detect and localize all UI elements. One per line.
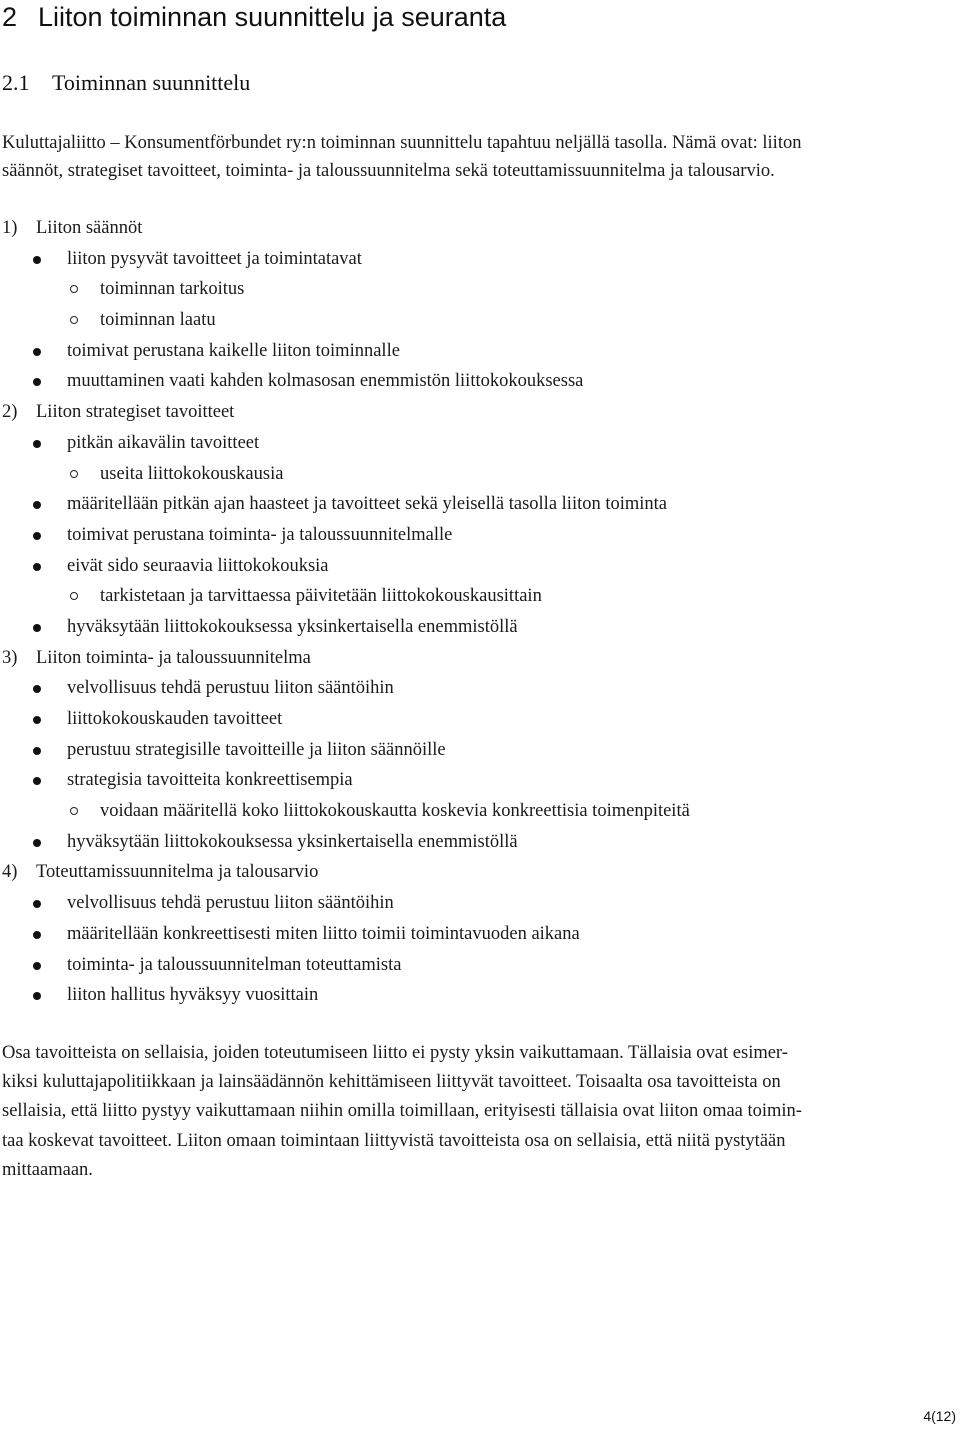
sub-bullet-item xyxy=(0,796,960,827)
bullet-icon xyxy=(33,900,41,908)
bullet-item xyxy=(0,366,960,397)
numbered-item xyxy=(0,857,960,888)
bullet-item xyxy=(0,735,960,766)
bullet-icon xyxy=(33,348,41,356)
bullet-icon xyxy=(33,563,41,571)
text-line: sellaisia, että liitto pystyy vaikuttamaan niihin omilla toimillaan, erityisesti tällaisia ovat liiton omaa toimin- xyxy=(2,1101,802,1122)
bullet-icon xyxy=(33,747,41,755)
bullet-item xyxy=(0,704,960,735)
bullet-icon xyxy=(33,777,41,785)
bullet-item xyxy=(0,612,960,643)
bullet-icon xyxy=(33,716,41,724)
hollow-bullet-icon xyxy=(70,316,78,324)
text-line: mittaamaan. xyxy=(2,1159,93,1180)
numbered-item xyxy=(0,397,960,428)
item-text: hyväksytään liittokokouksessa yksinkertaisella enemmistöllä xyxy=(67,616,518,637)
numbered-item xyxy=(0,213,960,244)
bullet-icon xyxy=(33,685,41,693)
item-text: toiminnan tarkoitus xyxy=(100,279,245,300)
bullet-icon xyxy=(33,992,41,1000)
item-text: Toteuttamissuunnitelma ja talousarvio xyxy=(36,862,319,883)
bullet-item xyxy=(0,765,960,796)
text-line: Osa tavoitteista on sellaisia, joiden toteutumiseen liitto ei pysty yksin vaikuttamaan. Tällaisia ovat esimer- xyxy=(2,1043,788,1063)
hollow-bullet-icon xyxy=(70,285,78,293)
item-text: velvollisuus tehdä perustuu liiton sääntöihin xyxy=(67,893,394,914)
item-text: strategisia tavoitteita konkreettisempia xyxy=(67,770,353,791)
item-number: 1) xyxy=(2,218,18,238)
bullet-item xyxy=(0,950,960,981)
hollow-bullet-icon xyxy=(70,470,78,478)
page-number: 4(12) xyxy=(923,1408,956,1424)
item-text: Liiton säännöt xyxy=(36,218,143,238)
intro-paragraph xyxy=(2,129,946,185)
item-text: velvollisuus tehdä perustuu liiton sääntöihin xyxy=(67,678,394,699)
item-number: 3) xyxy=(2,647,18,668)
item-text: toimivat perustana toiminta- ja taloussuunnitelmalle xyxy=(67,524,453,545)
item-text: toimivat perustana kaikelle liiton toiminnalle xyxy=(67,340,400,361)
item-text: liiton hallitus hyväksyy vuosittain xyxy=(67,985,319,1006)
item-text: liittokokouskauden tavoitteet xyxy=(67,709,283,729)
sub-bullet-item xyxy=(0,581,960,612)
numbered-item xyxy=(0,643,960,674)
item-number: 2) xyxy=(2,402,18,423)
bullet-icon xyxy=(33,378,41,386)
bullet-item xyxy=(0,551,960,582)
item-text: pitkän aikavälin tavoitteet xyxy=(67,432,260,453)
chapter-title: Liiton toiminnan suunnittelu ja seuranta xyxy=(38,2,507,32)
sub-bullet-item xyxy=(0,305,960,336)
sub-bullet-item xyxy=(0,459,960,490)
section-heading xyxy=(2,68,250,98)
closing-paragraph xyxy=(2,1039,946,1185)
item-text: voidaan määritellä koko liittokokouskautta koskevia konkreettisia toimenpiteitä xyxy=(100,801,690,822)
bullet-icon xyxy=(33,440,41,448)
item-text: toiminnan laatu xyxy=(100,310,216,331)
chapter-number: 2 xyxy=(2,2,18,32)
planning-levels-outline xyxy=(0,213,960,1011)
text-line: säännöt, strategiset tavoitteet, toiminta- ja taloussuunnitelma sekä toteuttamissuunnitelma ja talousarvio. xyxy=(2,161,775,181)
section-number: 2.1 xyxy=(2,70,30,95)
chapter-heading xyxy=(2,0,506,34)
item-text: useita liittokokouskausia xyxy=(100,463,284,484)
bullet-icon xyxy=(33,962,41,970)
bullet-item xyxy=(0,888,960,919)
item-text: Liiton strategiset tavoitteet xyxy=(36,402,235,423)
bullet-item xyxy=(0,980,960,1011)
text-line: kiksi kuluttajapolitiikkaan ja lainsäädännön kehittämiseen liittyvät tavoitteet. Toisaalta osa tavoitteista on xyxy=(2,1072,781,1093)
item-text: eivät sido seuraavia liittokokouksia xyxy=(67,555,329,576)
bullet-icon xyxy=(33,256,41,264)
bullet-item xyxy=(0,428,960,459)
bullet-item xyxy=(0,244,960,275)
section-title: Toiminnan suunnittelu xyxy=(52,70,251,95)
bullet-icon xyxy=(33,532,41,540)
text-line: taa koskevat tavoitteet. Liiton omaan toimintaan liittyvistä tavoitteista osa on sellaisia, että niitä pystytään xyxy=(2,1130,786,1151)
bullet-icon xyxy=(33,839,41,847)
item-text: määritellään konkreettisesti miten liitto toimii toimintavuoden aikana xyxy=(67,923,580,944)
item-text: liiton pysyvät tavoitteet ja toimintatavat xyxy=(67,248,362,269)
item-text: perustuu strategisille tavoitteille ja liiton säännöille xyxy=(67,739,446,760)
bullet-item xyxy=(0,336,960,367)
bullet-icon xyxy=(33,931,41,939)
item-text: tarkistetaan ja tarvittaessa päivitetään liittokokouskausittain xyxy=(100,586,542,607)
item-text: Liiton toiminta- ja taloussuunnitelma xyxy=(36,647,311,668)
bullet-item xyxy=(0,673,960,704)
item-text: määritellään pitkän ajan haasteet ja tavoitteet sekä yleisellä tasolla liiton toiminta xyxy=(67,494,668,515)
item-text: muuttaminen vaati kahden kolmasosan enemmistön liittokokouksessa xyxy=(67,371,584,392)
sub-bullet-item xyxy=(0,274,960,305)
text-line: Kuluttajaliitto – Konsumentförbundet ry:n toiminnan suunnittelu tapahtuu neljällä tasolla. Nämä ovat: liiton xyxy=(2,133,802,153)
item-text: hyväksytään liittokokouksessa yksinkertaisella enemmistöllä xyxy=(67,831,518,852)
bullet-item xyxy=(0,827,960,858)
bullet-item xyxy=(0,489,960,520)
hollow-bullet-icon xyxy=(70,592,78,600)
bullet-item xyxy=(0,520,960,551)
item-number: 4) xyxy=(2,862,18,883)
item-text: toiminta- ja taloussuunnitelman toteuttamista xyxy=(67,954,402,975)
bullet-item xyxy=(0,919,960,950)
bullet-icon xyxy=(33,624,41,632)
hollow-bullet-icon xyxy=(70,807,78,815)
bullet-icon xyxy=(33,501,41,509)
